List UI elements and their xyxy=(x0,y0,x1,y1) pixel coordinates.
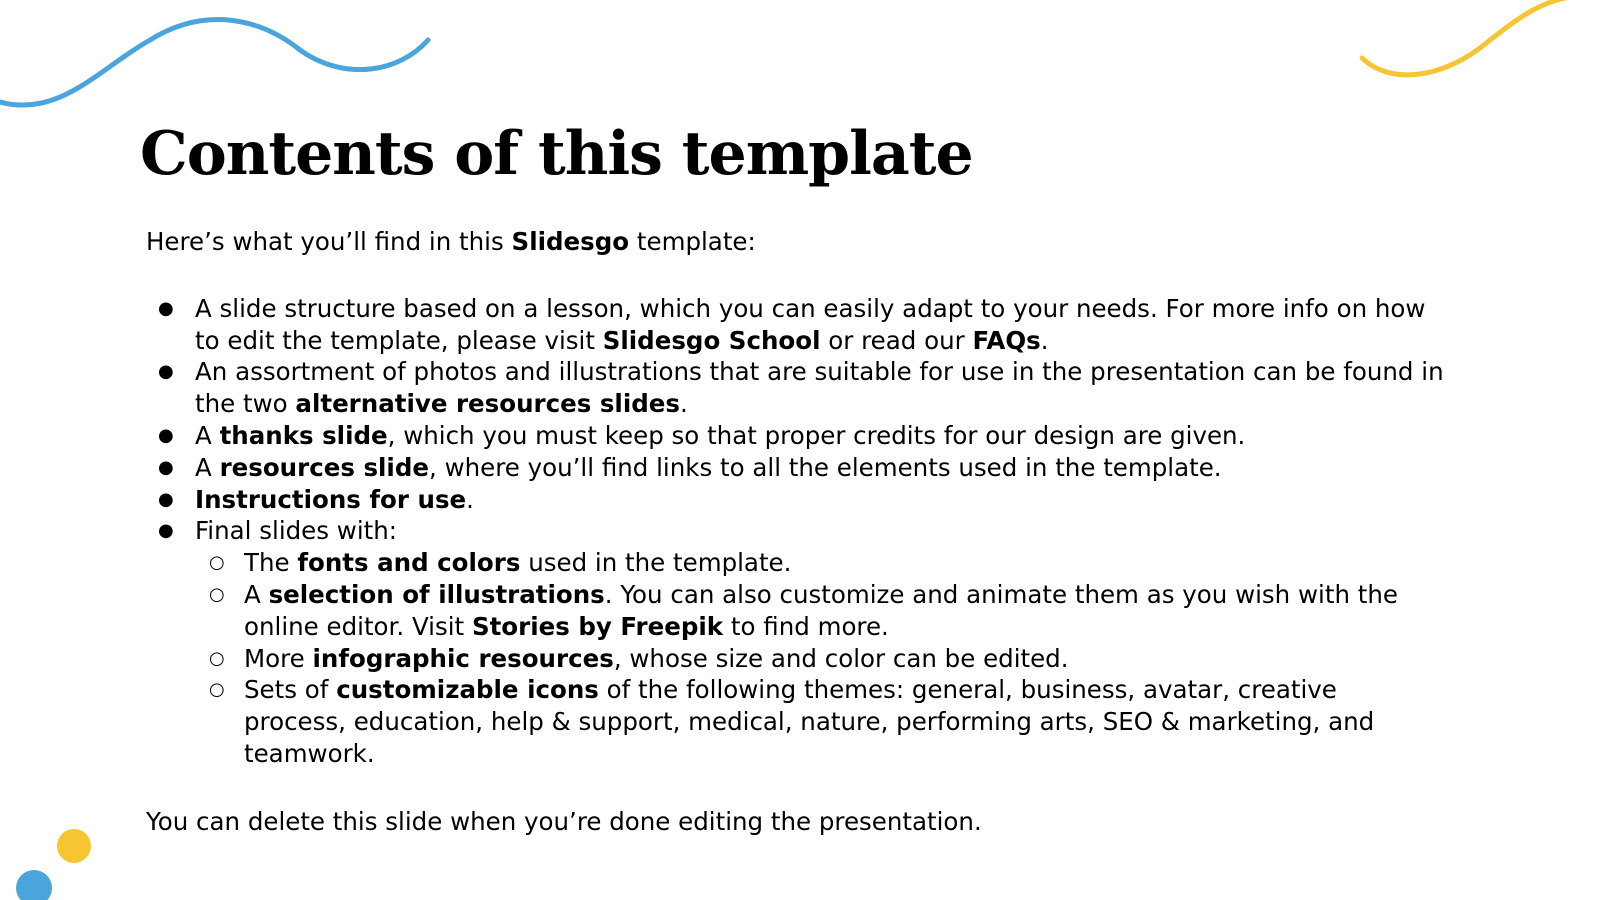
bold-customizable-icons: customizable icons xyxy=(336,675,599,705)
bullet-item-resources-slide xyxy=(195,452,1446,484)
bullet-text: A slide structure based on a lesson, which you can easily adapt to your needs. For more info on how to edit the template, please visit xyxy=(195,293,1426,355)
blue-dot-decoration xyxy=(16,870,52,900)
sub-bullet-text: of the following themes: general, business, avatar, creative process, education, help & support, medical, nature, performing arts, SEO & marketing, and teamwork. xyxy=(244,675,1375,768)
bold-thanks-slide: thanks slide xyxy=(219,420,388,450)
bullet-text: , where you’ll find links to all the elements used in the template. xyxy=(429,452,1222,482)
sub-bullet-icons xyxy=(244,674,1446,769)
bullet-item-final-slides xyxy=(195,515,1446,769)
slide-content xyxy=(146,226,1446,838)
sub-bullet-text: used in the template. xyxy=(520,548,792,578)
bullet-text: . xyxy=(1040,325,1049,355)
bullet-item-photos xyxy=(195,356,1446,420)
slide-title: Contents of this template xyxy=(140,119,973,189)
bullet-list xyxy=(146,293,1446,770)
sub-bullet-text: to find more. xyxy=(723,611,889,641)
bullet-item-slide-structure xyxy=(195,293,1446,357)
sub-bullet-text: Sets of xyxy=(244,675,337,705)
blue-wave-decoration xyxy=(0,20,428,106)
bullet-text: . xyxy=(466,484,474,514)
bullet-text: , which you must keep so that proper credits for our design are given. xyxy=(387,420,1246,450)
bullet-text: Final slides with: xyxy=(195,516,398,546)
intro-text-part: template: xyxy=(629,227,756,256)
intro-text xyxy=(146,226,1446,258)
intro-bold-slidesgo: Slidesgo xyxy=(511,227,630,256)
sub-bullet-text: More xyxy=(244,643,313,673)
bold-alternative-resources: alternative resources slides xyxy=(295,389,680,419)
sub-bullet-illustrations xyxy=(244,579,1446,643)
yellow-dot-decoration xyxy=(57,829,91,863)
sub-bullet-text: , whose size and color can be edited. xyxy=(613,643,1069,673)
sub-bullet-text: The xyxy=(244,548,298,578)
outro-text: You can delete this slide when you’re done editing the presentation. xyxy=(146,806,982,836)
bold-instructions: Instructions for use xyxy=(195,484,467,514)
bullet-text: An assortment of photos and illustrations that are suitable for use in the presentation can be found in the two xyxy=(195,357,1444,419)
bold-faqs: FAQs xyxy=(972,325,1041,355)
bold-slidesgo-school: Slidesgo School xyxy=(602,325,821,355)
bullet-text: A xyxy=(195,452,220,482)
bold-fonts-colors: fonts and colors xyxy=(297,548,521,578)
bullet-item-thanks-slide xyxy=(195,420,1446,452)
sub-bullet-text: A xyxy=(244,579,269,609)
intro-text-part: Here’s what you’ll find in this xyxy=(146,227,512,256)
bullet-text: or read our xyxy=(820,325,973,355)
bold-resources-slide: resources slide xyxy=(219,452,429,482)
bullet-item-instructions xyxy=(195,484,1446,516)
bullet-text: A xyxy=(195,420,220,450)
bold-stories-freepik: Stories by Freepik xyxy=(471,611,724,641)
bullet-text: . xyxy=(679,389,688,419)
bold-infographic-resources: infographic resources xyxy=(312,643,614,673)
yellow-wave-decoration xyxy=(1362,0,1565,75)
sub-bullet-text: . You can also customize and animate them as you wish with the online editor. Visit xyxy=(244,579,1398,641)
sub-bullet-infographics xyxy=(244,643,1446,675)
sub-bullet-list xyxy=(195,547,1446,770)
bold-selection-illustrations: selection of illustrations xyxy=(268,579,605,609)
sub-bullet-fonts xyxy=(244,547,1446,579)
